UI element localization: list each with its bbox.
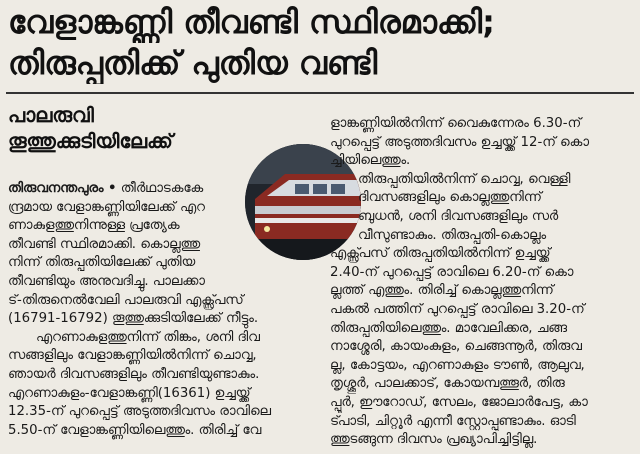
subheadline-line-1: പാലരുവി bbox=[8, 103, 94, 127]
paragraph-line: പകൽ പത്തിന് പുറപ്പെട്ട് രാവിലെ 3.20-ന് bbox=[330, 301, 585, 317]
paragraph-line: സങ്ങളിലും വേളാങ്കണ്ണിയിൽനിന്ന് ചൊവ്വ, bbox=[8, 348, 257, 364]
subheadline bbox=[8, 102, 318, 154]
paragraph-line: തീവണ്ടി സ്ഥിരമാക്കി. കൊല്ലത്തു bbox=[8, 236, 200, 252]
paragraph-line: നാശ്ശേരി, കായംകുളം, ചെങ്ങന്നൂർ, തിരുവ bbox=[330, 339, 582, 355]
paragraph-line-text: തീർഥാടകകേ bbox=[120, 181, 204, 196]
paragraph-line: ബുധൻ, ശനി ദിവസങ്ങളിലും സർ bbox=[358, 208, 559, 224]
paragraph-line: നിന്ന് തിരുപ്പതിയിലേക്ക് പുതിയ bbox=[8, 255, 196, 271]
article-column-right bbox=[330, 115, 635, 450]
paragraph-line: ട്-തിരുനെൽവേലി പാലരുവി എക്സ്പ്രസ് bbox=[8, 292, 244, 308]
paragraph-line: ഞായർ ദിവസങ്ങളിലും തീവണ്ടിയുണ്ടാകും. bbox=[8, 366, 260, 382]
paragraph-line: ല്ലത്ത് എത്തും. തിരിച്ച് കൊല്ലത്തുനിന്ന് bbox=[330, 283, 554, 299]
headline-line-2: തിരുപ്പതിക്ക് പുതിയ വണ്ടി bbox=[8, 44, 378, 82]
paragraph-line: എക്സ്പ്രസ് തിരുപ്പതിയിൽനിന്ന് ഉച്ചയ്ക്ക് bbox=[330, 246, 551, 262]
subheadline-line-2: തൂത്തുക്കുടിയിലേക്ക് bbox=[8, 129, 173, 153]
paragraph-line: ത്തുടങ്ങുന്ന ദിവസം പ്രഖ്യാപിച്ചിട്ടില്ല. bbox=[330, 432, 538, 448]
paragraph-line bbox=[8, 180, 308, 199]
paragraph-line: എറണാകുളത്തുനിന്ന് തിങ്കം, ശനി ദിവ bbox=[36, 329, 260, 345]
paragraph-line: ട്പാടി, ചിറ്റൂർ എന്നീ സ്റ്റോപ്പുണ്ടാകും. ഓടി bbox=[330, 413, 576, 429]
paragraph-line: എറണാകുളം-വേളാങ്കണ്ണി(16361) ഉച്ചയ്ക്ക് bbox=[8, 385, 251, 401]
paragraph-line: 12.35-ന് പുറപ്പെട്ട് അടുത്തദിവസം രാവിലെ bbox=[8, 404, 271, 420]
paragraph-line: ണാകുളത്തുനിന്നുള്ള പ്രത്യേക bbox=[8, 218, 180, 234]
paragraph-line: ച്ചിയിലെത്തും. bbox=[330, 153, 411, 169]
paragraph-line: ന്ദ്രമായ വേളാങ്കണ്ണിയിലേക്ക് എറ bbox=[8, 199, 205, 215]
paragraph-line: തീവണ്ടിയും അനുവദിച്ചു. പാലക്കാ bbox=[8, 273, 205, 289]
paragraph-line: ദിവസങ്ങളിലും കൊല്ലത്തുനിന്ന് bbox=[358, 190, 542, 206]
paragraph-line: പുറപ്പെട്ട് അടുത്തദിവസം ഉച്ചയ്ക്ക് 12-ന് കൊ bbox=[330, 134, 589, 150]
article-column-left bbox=[8, 180, 308, 440]
paragraph-line: പ്പൂർ, ഈറോഡ്, സേലം, ജോലാർപേട്ട, കാ bbox=[330, 394, 588, 410]
paragraph-line: 5.50-ന് വേളാങ്കണ്ണിയിലെത്തും. തിരിച്ച് വേ bbox=[8, 422, 262, 438]
paragraph-line: 2.40-ന് പുറപ്പെട്ട് രാവിലെ 6.20-ന് കൊ bbox=[330, 264, 574, 280]
headline-line-1: വേളാങ്കണ്ണി തീവണ്ടി സ്ഥിരമാക്കി; bbox=[8, 3, 495, 41]
paragraph-line: (16791-16792) തൂത്തുക്കുടിയിലേക്ക് നീട്ടും. bbox=[8, 311, 259, 327]
paragraph-line: ളാങ്കണ്ണിയിൽനിന്ന് വൈകുന്നേരം 6.30-ന് bbox=[330, 116, 582, 131]
paragraph-line: തിരുപ്പതിയിലെത്തും. മാവേലിക്കര, ചങ്ങ bbox=[330, 320, 567, 336]
paragraph-line: തൃശ്ശൂർ, പാലക്കാട്, കോയമ്പത്തൂർ, തിരു bbox=[330, 376, 565, 392]
paragraph-line: ല്ല, കോട്ടയം, എറണാകുളം ടൗൺ, ആലുവ, bbox=[330, 357, 585, 373]
paragraph-line: തിരുപ്പതിയിൽനിന്ന് ചൊവ്വ, വെള്ളി bbox=[358, 171, 571, 187]
dateline: തിരുവനന്തപുരം • bbox=[8, 181, 117, 196]
headline-divider bbox=[6, 92, 634, 94]
paragraph-line: വീസുണ്ടാകും. തിരുപ്പതി-കൊല്ലം bbox=[358, 227, 547, 243]
headline bbox=[8, 2, 628, 84]
